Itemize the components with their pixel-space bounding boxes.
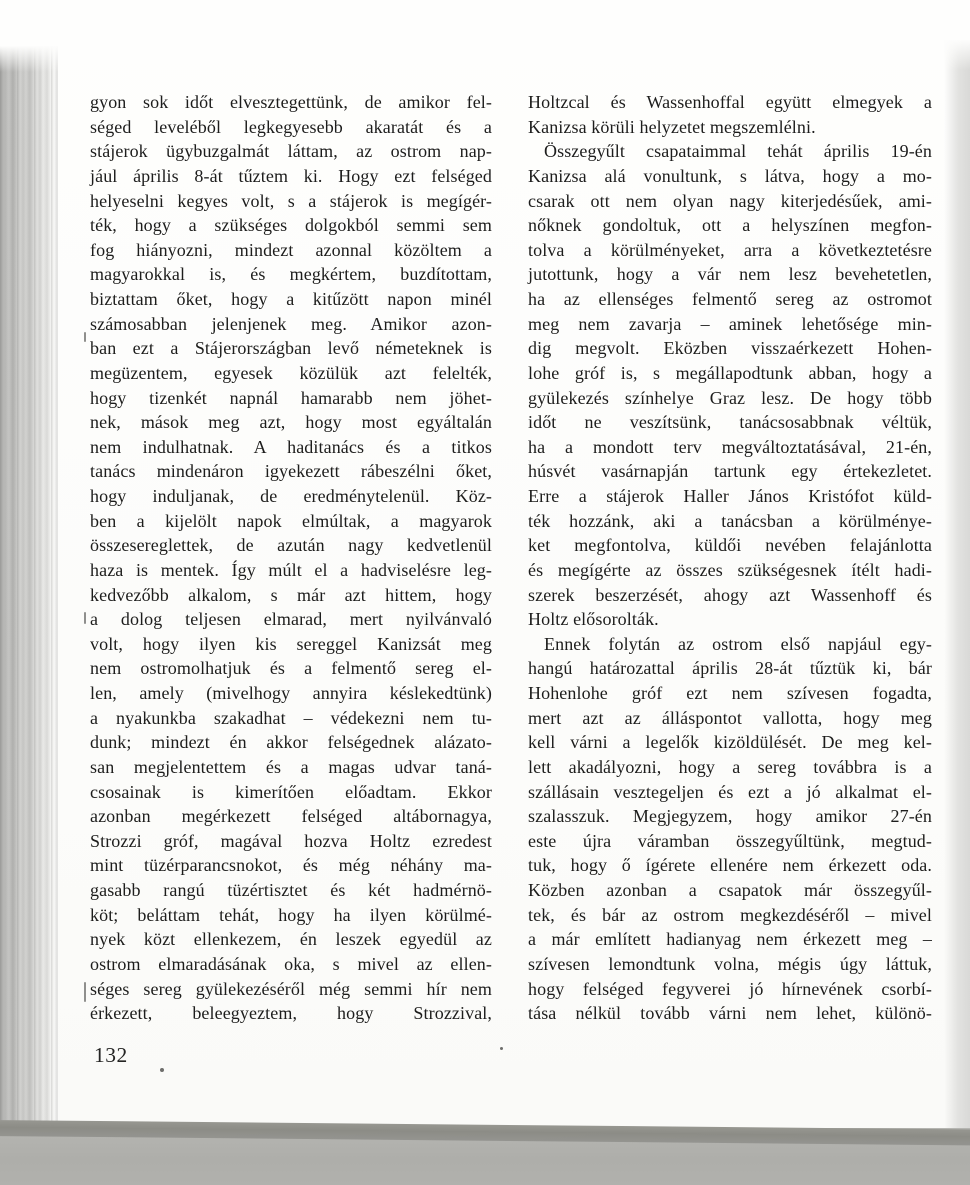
text-line: mint tüzérparancsnokot, és még néhány ma-: [90, 855, 492, 876]
page-number: 132: [94, 1043, 128, 1067]
text-line: nem indulhatnak. A haditanács és a titkos: [90, 436, 492, 457]
page-edge-shadow-right: [944, 40, 970, 1132]
text-line: Strozzi gróf, magával hozva Holtz ezredest: [90, 830, 492, 851]
text-line: lohe gróf is, s megállapodtunk abban, hogy a: [528, 362, 932, 383]
text-line: azonban megérkezett felséged altábornagya,: [90, 806, 492, 827]
text-line: gyülekezés színhelye Graz lesz. De hogy több: [528, 387, 932, 408]
text-line: tása nélkül tovább várni nem lehet, különö-: [528, 1003, 932, 1024]
scan-speck: [84, 612, 86, 624]
text-line: időt ne veszítsünk, tanácsosabbnak véltük,: [528, 412, 932, 433]
text-line: számosabban jelenjenek meg. Amikor azon-: [90, 313, 492, 334]
text-line: lett akadályozni, hogy a sereg továbbra is a: [528, 756, 932, 777]
text-line: kell várni a legelők kizöldülését. De meg kel-: [528, 732, 932, 753]
scan-speck: [84, 332, 86, 342]
text-line: ték hozzánk, aki a tanácsban a körülménye-: [528, 510, 932, 531]
text-line: Összegyűlt csapataimmal tehát április 19-én: [544, 141, 932, 162]
binding-shadow-left: [0, 46, 58, 1132]
text-line: este újra váramban összegyűltünk, megtud-: [528, 830, 932, 851]
text-line: hangú határozattal április 28-át tűztük ki, bár: [528, 658, 932, 679]
text-line: ben a kijelölt napok elmúltak, a magyarok: [90, 510, 492, 531]
text-line: jutottunk, hogy a vár nem lesz bevehetetlen,: [528, 264, 932, 285]
text-line: szerek beszerzését, ahogy azt Wassenhoff és: [528, 584, 932, 605]
text-line: gasabb rangú tüzértisztet és két hadmérnö-: [90, 880, 492, 900]
text-line: nem ostromolhatjuk és a felmentő sereg el-: [90, 658, 492, 679]
text-line: köt; beláttam tehát, hogy ha ilyen körülmé-: [90, 904, 492, 925]
left-text-column: [90, 90, 492, 1026]
text-line: kedvezőbb alkalom, s már azt hittem, hogy: [90, 584, 492, 605]
text-line: Erre a stájerok Haller János Kristófot küld-: [528, 486, 932, 506]
text-line: jául április 8-át tűztem ki. Hogy ezt felséged: [90, 165, 492, 186]
text-line: volt, hogy ilyen kis sereggel Kanizsát meg: [90, 633, 492, 654]
text-line: tolva a körülményeket, arra a következtetésre: [528, 239, 932, 260]
text-line: tanács mindenáron igyekezett rábeszélni őket,: [90, 461, 492, 482]
text-line: Hohenlohe gróf ezt nem szívesen fogadta,: [528, 683, 932, 703]
text-line: húsvét vasárnapján tartunk egy értekezletet.: [528, 461, 932, 482]
text-line: nek, mások meg azt, hogy most egyáltalán: [90, 412, 492, 433]
text-line: fog hiányozni, mindezt azonnal közöltem a: [90, 239, 492, 260]
text-line: szívesen lemondtunk volna, mégis úgy láttuk,: [528, 953, 932, 974]
text-line: szállásain vesztegeljen és ezt a jó alkalmat el-: [528, 781, 932, 802]
text-line: ha a mondott terv megváltoztatásával, 21-én,: [528, 436, 932, 457]
text-line: szalasszuk. Megjegyzem, hogy amikor 27-én: [528, 806, 932, 827]
text-line: csarak ott nem olyan nagy kiterjedésűek, ami-: [528, 190, 932, 211]
text-line: mert azt az álláspontot vallotta, hogy meg: [528, 707, 932, 728]
text-line: Kanizsa körüli helyzetet megszemlélni.: [528, 116, 816, 137]
scan-speck: [84, 982, 86, 1002]
text-line: nyek közt ellenkezem, én leszek egyedül az: [90, 929, 492, 950]
scan-speck: [160, 1068, 164, 1072]
text-line: tuk, hogy ő ígérete ellenére nem érkezett oda.: [528, 855, 932, 876]
text-line: csosainak is kimerítően előadtam. Ekkor: [90, 781, 492, 802]
text-line: összesereglettek, de azután nagy kedvetlenül: [90, 535, 492, 556]
text-line: ban ezt a Stájerországban levő németeknek is: [90, 338, 492, 359]
text-line: haza is mentek. Így múlt el a hadviselésre leg-: [90, 559, 492, 580]
text-line: tek, és bár az ostrom megkezdéséről – mivel: [528, 904, 932, 925]
text-line: hogy tizenkét napnál hamarabb nem jöhet-: [90, 387, 492, 408]
text-line: a már említett hadianyag nem érkezett meg –: [528, 929, 932, 950]
scan-speck: [500, 1047, 503, 1050]
text-line: Holtz elősorolták.: [528, 609, 659, 630]
text-line: a nyakunkba szakadhat – védekezni nem tu-: [90, 707, 492, 728]
text-line: gyon sok időt elvesztegettünk, de amikor fel-: [90, 92, 492, 112]
text-line: meg nem zavarja – aminek lehetősége min-: [528, 313, 932, 334]
text-line: a dolog teljesen elmarad, mert nyilvánvaló: [90, 609, 492, 630]
text-line: megüzentem, egyesek közülük azt felelték,: [90, 362, 492, 383]
text-line: hogy felséged fegyverei jó hírnevének csorbí-: [528, 978, 932, 999]
text-line: biztattam őket, hogy a kitűzött napon minél: [90, 289, 492, 309]
text-line: ha az ellenséges felmentő sereg az ostromot: [528, 289, 932, 309]
text-line: len, amely (mivelhogy annyira késlekedtünk): [90, 683, 492, 703]
text-line: dunk; mindezt én akkor felségednek alázato-: [90, 732, 492, 753]
right-text-column: [528, 90, 932, 1026]
text-line: dig megvolt. Eközben visszaérkezett Hohen-: [528, 338, 932, 359]
text-line: helyeselni kegyes volt, s a stájerok is megígér-: [90, 190, 492, 211]
text-line: hogy induljanak, de eredménytelenül. Köz-: [90, 486, 492, 506]
text-line: ostrom elmaradásának oka, s mivel az ellen-: [90, 953, 492, 974]
text-line: magyarokkal is, és megkértem, buzdítottam,: [90, 264, 492, 285]
text-line: ték, hogy a szükséges dolgokból semmi sem: [90, 215, 492, 236]
text-line: stájerok ügybuzgalmát láttam, az ostrom nap-: [90, 141, 492, 162]
text-line: san megjelentettem és a magas udvar taná-: [90, 756, 492, 777]
text-line: Ennek folytán az ostrom első napjául egy-: [544, 633, 932, 654]
text-line: ket megfontolva, küldői nevében felajánlotta: [528, 535, 932, 556]
text-line: nőknek gondoltuk, ott a helyszínen megfon-: [528, 215, 932, 236]
text-line: érkezett, beleegyeztem, hogy Strozzival,: [90, 1003, 492, 1024]
text-line: séges sereg gyülekezéséről még semmi hír nem: [90, 978, 492, 999]
text-line: séged leveléből legkegyesebb akaratát és a: [90, 116, 492, 137]
text-line: Kanizsa alá vonultunk, s látva, hogy a mo-: [528, 165, 932, 186]
text-line: Holtzcal és Wassenhoffal együtt elmegyek a: [528, 92, 932, 112]
text-line: Közben azonban a csapatok már összegyűl-: [528, 880, 932, 900]
text-line: és megígérte az összes szükségesnek ítélt hadi-: [528, 559, 932, 580]
